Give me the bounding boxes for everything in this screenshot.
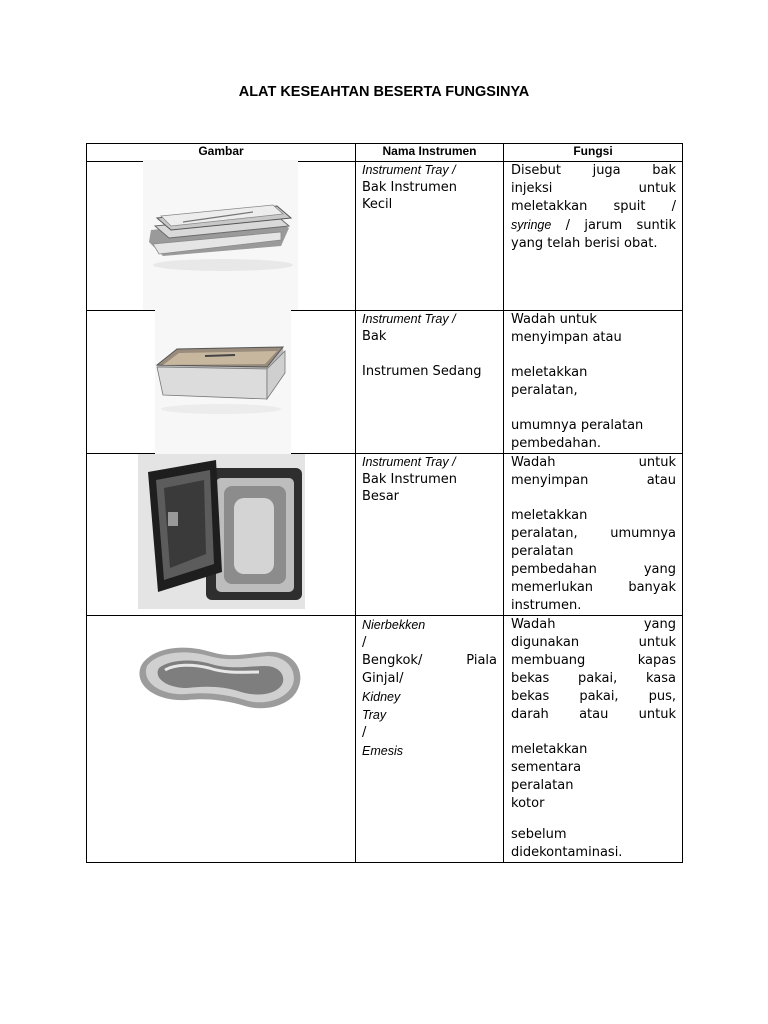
text-line: peralatan, (511, 383, 578, 398)
text-word: meletakkan (511, 199, 588, 214)
page-title: ALAT KESEAHTAN BESERTA FUNGSINYA (238, 84, 530, 100)
medium-instrument-tray-photo (155, 309, 291, 454)
text-word: peralatan, (511, 526, 578, 541)
text-line: pembedahan. (511, 436, 601, 451)
text-word: injeksi (511, 181, 553, 196)
text-word: untuk (638, 635, 676, 650)
text-line: peralatan (511, 778, 574, 793)
table-row (87, 616, 683, 863)
text-word: Piala (466, 653, 497, 668)
instrument-name-line: Bak Instrumen (362, 180, 457, 195)
instrument-name-italic: Instrument Tray / (362, 312, 456, 326)
text-line: meletakkan (511, 742, 588, 757)
name-cell (356, 616, 504, 863)
text-word: kapas (637, 653, 676, 668)
text-word: bak (652, 163, 676, 178)
image-cell (87, 454, 356, 616)
text-word: Wadah (511, 455, 556, 470)
instrument-name-line: Bak Instrumen (362, 472, 457, 487)
image-cell (87, 162, 356, 311)
table-row (87, 454, 683, 616)
text-word: Bengkok/ (362, 653, 423, 668)
name-cell (356, 162, 504, 311)
text-line: menyimpan atau (511, 330, 622, 345)
instrument-table (86, 143, 683, 863)
name-cell (356, 454, 504, 616)
text-word: kasa (645, 671, 676, 686)
text-word: / jarum suntik (565, 218, 676, 233)
text-word: untuk (638, 181, 676, 196)
text-word: / (671, 199, 676, 214)
header-fungsi: Fungsi (504, 144, 683, 162)
text-word: digunakan (511, 635, 580, 650)
text-word: pakai, (579, 689, 619, 704)
function-cell (504, 454, 683, 616)
text-word: / (362, 725, 367, 740)
text-line: kotor (511, 796, 545, 811)
instrument-name-italic: Emesis (362, 744, 403, 758)
text-word: untuk (638, 455, 676, 470)
text-word: yang (643, 617, 676, 632)
instrument-name-line: Kecil (362, 197, 393, 212)
instrument-name-line: Besar (362, 489, 400, 504)
text-italic: syringe (511, 218, 552, 232)
text-word: Disebut (511, 163, 561, 178)
text-word: spuit (613, 199, 646, 214)
instrument-name-italic: Nierbekken (362, 618, 426, 632)
text-line: meletakkan (511, 365, 588, 380)
image-cell (87, 616, 356, 863)
function-cell (504, 616, 683, 863)
text-line: didekontaminasi. (511, 845, 623, 860)
text-line: sebelum (511, 827, 567, 842)
text-word: atau (579, 707, 609, 722)
header-nama-instrumen: Nama Instrumen (356, 144, 504, 162)
function-cell (504, 162, 683, 311)
text-word: pus, (648, 689, 676, 704)
text-line: peralatan (511, 544, 574, 559)
text-line: yang telah berisi obat. (511, 236, 658, 251)
text-word: Ginjal/ (362, 671, 404, 686)
text-word: juga (592, 163, 621, 178)
instrument-name-line: Instrumen Sedang (362, 364, 482, 379)
text-word: Wadah (511, 617, 556, 632)
text-word: yang (643, 562, 676, 577)
image-cell (87, 311, 356, 454)
text-word: banyak (628, 580, 676, 595)
instrument-name-italic: Kidney (362, 690, 401, 704)
text-line: Wadah untuk (511, 312, 597, 327)
text-line: meletakkan (511, 508, 588, 523)
kidney-tray-photo (135, 636, 305, 718)
large-instrument-tray-photo (138, 454, 305, 609)
instrument-name-italic: Instrument Tray / (362, 163, 456, 177)
function-cell (504, 311, 683, 454)
text-line: umumnya peralatan (511, 418, 644, 433)
text-line: instrumen. (511, 598, 582, 613)
text-word: pembedahan (511, 562, 597, 577)
text-line: sementara (511, 760, 582, 775)
text-word: memerlukan (511, 580, 594, 595)
table-header-row (87, 144, 683, 162)
small-instrument-tray-photo (143, 160, 298, 310)
table-row (87, 162, 683, 311)
text-word: untuk (638, 707, 676, 722)
text-word: bekas (511, 689, 550, 704)
text-word: bekas (511, 671, 550, 686)
text-word: umumnya (610, 526, 676, 541)
instrument-name-line: Bak (362, 329, 387, 344)
header-gambar: Gambar (87, 144, 356, 162)
text-word: menyimpan (511, 473, 589, 488)
name-cell (356, 311, 504, 454)
text-word: atau (646, 473, 676, 488)
instrument-name-italic: Instrument Tray / (362, 455, 456, 469)
table-row (87, 311, 683, 454)
text-word: / (362, 635, 367, 650)
text-word: membuang (511, 653, 586, 668)
text-word: pakai, (578, 671, 618, 686)
text-word: darah (511, 707, 549, 722)
instrument-name-italic: Tray (362, 708, 387, 722)
